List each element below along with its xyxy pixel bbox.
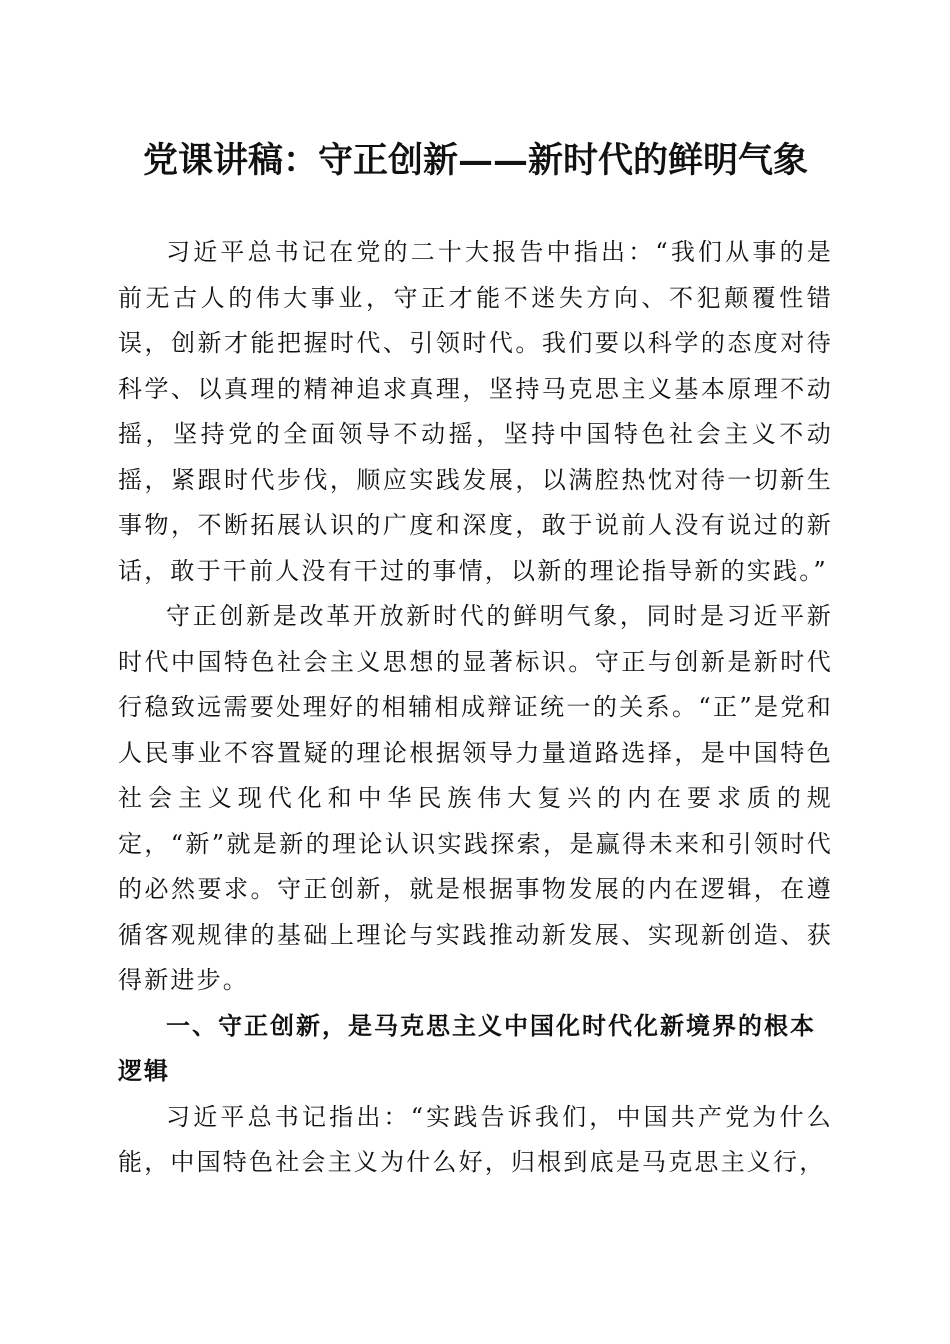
paragraph-1: 习近平总书记在党的二十大报告中指出：“我们从事的是前无古人的伟大事业，守正才能不迷失方向、不犯颠覆性错误，创新才能把握时代、引领时代。我们要以科学的态度对待科学、以真理的精神追求真理，坚持马克思主义基本原理不动摇，坚持党的全面领导不动摇，坚持中国特色社会主义不动摇，紧跟时代步伐，顺应实践发展，以满腔热忱对待一切新生事物，不断拓展认识的广度和深度，敢于说前人没有说过的新话，敢于干前人没有干过的事情，以新的理论指导新的实践。” — [118, 238, 833, 585]
document-title: 党课讲稿：守正创新——新时代的鲜明气象 — [142, 140, 808, 181]
paragraph-3: 习近平总书记指出：“实践告诉我们，中国共产党为什么能，中国特色社会主义为什么好，归根到底是马克思主义行， — [118, 1102, 833, 1176]
paragraph-2: 守正创新是改革开放新时代的鲜明气象，同时是习近平新时代中国特色社会主义思想的显著标识。守正与创新是新时代行稳致远需要处理好的相辅相成辩证统一的关系。“正”是党和人民事业不容置疑的理论根据领导力量道路选择，是中国特色社会主义现代化和中华民族伟大复兴的内在要求质的规定，“新”就是新的理论认识实践探索，是赢得未来和引领时代的必然要求。守正创新，就是根据事物发展的内在逻辑，在遵循客观规律的基础上理论与实践推动新发展、实现新创造、获得新进步。 — [118, 602, 833, 994]
section-heading: 一、守正创新，是马克思主义中国化时代化新境界的根本逻辑 — [118, 1011, 816, 1085]
document-body — [118, 230, 833, 1186]
